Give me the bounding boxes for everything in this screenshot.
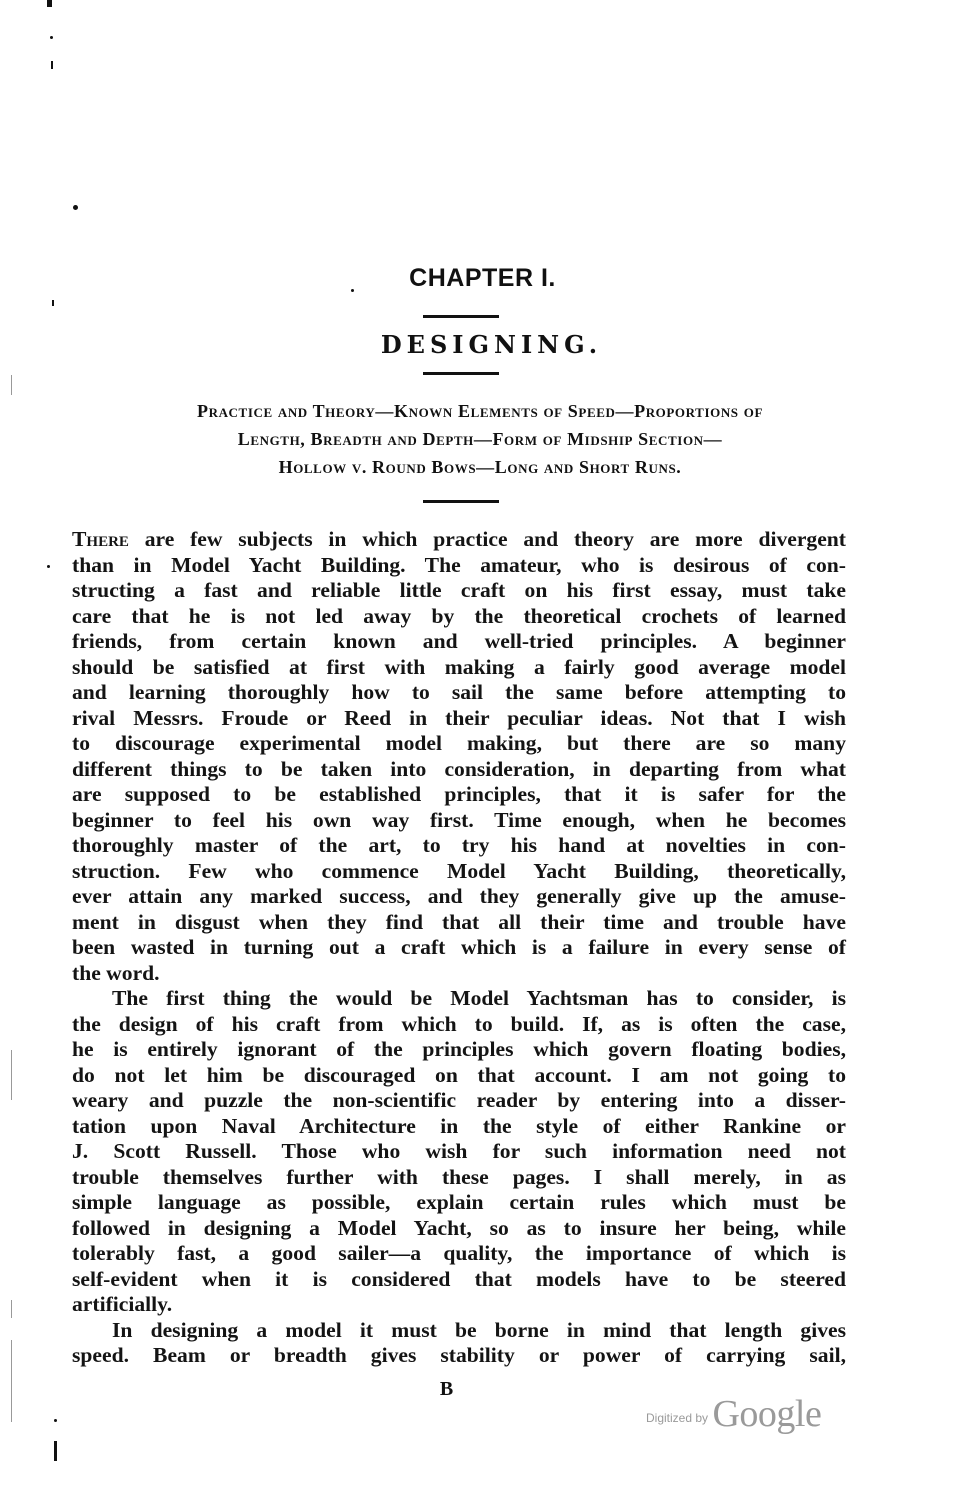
scan-artifact-dot <box>54 1419 57 1422</box>
text-line: simple language as possible, explain certain rules which must be <box>72 1190 846 1214</box>
scan-artifact-dot <box>50 36 53 39</box>
text-line: structing a fast and reliable little craft on his first essay, must take <box>72 578 846 602</box>
chapter-number: CHAPTER I. <box>409 264 556 292</box>
paragraph-2 <box>72 986 846 1318</box>
opening-word: There <box>72 527 129 551</box>
text-line: In designing a model it must be borne in mind that length gives <box>112 1317 846 1342</box>
paragraph-1 <box>72 527 846 986</box>
text-line: care that he is not led away by the theoretical crochets of learned <box>72 603 846 628</box>
text-line: are supposed to be established principles, that it is safer for the <box>72 782 846 806</box>
scan-artifact-mark <box>52 300 54 306</box>
chapter-title: DESIGNING. <box>380 330 603 359</box>
text-line: rival Messrs. Froude or Reed in their peculiar ideas. Not that I wish <box>72 705 846 730</box>
scan-artifact-line <box>11 375 12 395</box>
text-line: and learning thoroughly how to sail the same before attempting to <box>72 680 846 704</box>
text-line: tation upon Naval Architecture in the style of either Rankine or <box>72 1113 846 1138</box>
scan-artifact-mark <box>47 0 52 7</box>
text-line: different things to be taken into consideration, in departing from what <box>72 756 846 781</box>
text-line: been wasted in turning out a craft which is a failure in every sense of <box>72 935 846 959</box>
text-line: self-evident when it is considered that models have to be steered <box>72 1266 846 1291</box>
synopsis-line: Hollow v. Round Bows—Long and Short Runs. <box>278 457 682 477</box>
text-line: the word. <box>72 960 160 985</box>
text-line: followed in designing a Model Yacht, so as to insure her being, while <box>72 1215 846 1240</box>
scan-artifact-line <box>11 1050 12 1100</box>
google-logo: Google <box>712 1393 822 1435</box>
text-line: There are few subjects in which practice and theory are more divergent <box>72 527 846 551</box>
signature-mark: B <box>439 1378 454 1400</box>
text-line: J. Scott Russell. Those who wish for such information need not <box>72 1139 846 1163</box>
chapter-body <box>72 527 846 1369</box>
text-line: the design of his craft from which to build. If, as is often the case, <box>72 1011 846 1036</box>
text-line: than in Model Yacht Building. The amateur, who is desirous of con- <box>72 552 846 577</box>
scan-artifact-dot <box>73 205 78 210</box>
synopsis-line: Practice and Theory—Known Elements of Speed—Proportions of <box>196 401 763 421</box>
text-line: The first thing the would be Model Yachtsman has to consider, is <box>112 986 846 1010</box>
scan-artifact-dot <box>351 289 354 292</box>
text-line: artificially. <box>72 1292 173 1316</box>
synopsis-line: Length, Breadth and Depth—Form of Midship Section— <box>237 429 723 449</box>
scan-artifact-mark <box>51 61 53 69</box>
text-line: trouble themselves further with these pages. I shall merely, in as <box>72 1164 846 1189</box>
scan-artifact-line <box>11 1300 12 1318</box>
text-line: should be satisfied at first with making a fairly good average model <box>72 654 846 679</box>
scan-artifact-mark <box>54 1441 57 1461</box>
text-line: speed. Beam or breadth gives stability or power of carrying sail, <box>72 1343 846 1367</box>
text-line: to discourage experimental model making, but there are so many <box>72 731 846 755</box>
divider-rule <box>423 315 499 318</box>
watermark-prefix: Digitized by <box>646 1411 709 1425</box>
text-line: ment in disgust when they find that all their time and trouble have <box>72 909 846 934</box>
text-line: tolerably fast, a good sailer—a quality, the importance of which is <box>72 1241 846 1265</box>
text-line: beginner to feel his own way first. Time enough, when he becomes <box>72 807 846 832</box>
paragraph-3 <box>72 1318 846 1369</box>
text-line: friends, from certain known and well-tried principles. A beginner <box>72 629 846 653</box>
divider-rule <box>423 372 499 375</box>
text-line: thoroughly master of the art, to try his hand at novelties in con- <box>72 833 846 857</box>
scan-artifact-dot <box>47 565 50 568</box>
text-line: weary and puzzle the non-scientific reader by entering into a disser- <box>72 1088 846 1112</box>
chapter-synopsis <box>80 397 880 481</box>
digitized-watermark <box>646 1392 821 1436</box>
text-line: struction. Few who commence Model Yacht Building, theoretically, <box>72 858 846 883</box>
divider-rule <box>423 500 499 503</box>
text-line: he is entirely ignorant of the principles which govern floating bodies, <box>72 1037 846 1061</box>
text-line: do not let him be discouraged on that account. I am not going to <box>72 1062 846 1087</box>
text-line: ever attain any marked success, and they generally give up the amuse- <box>72 884 846 908</box>
